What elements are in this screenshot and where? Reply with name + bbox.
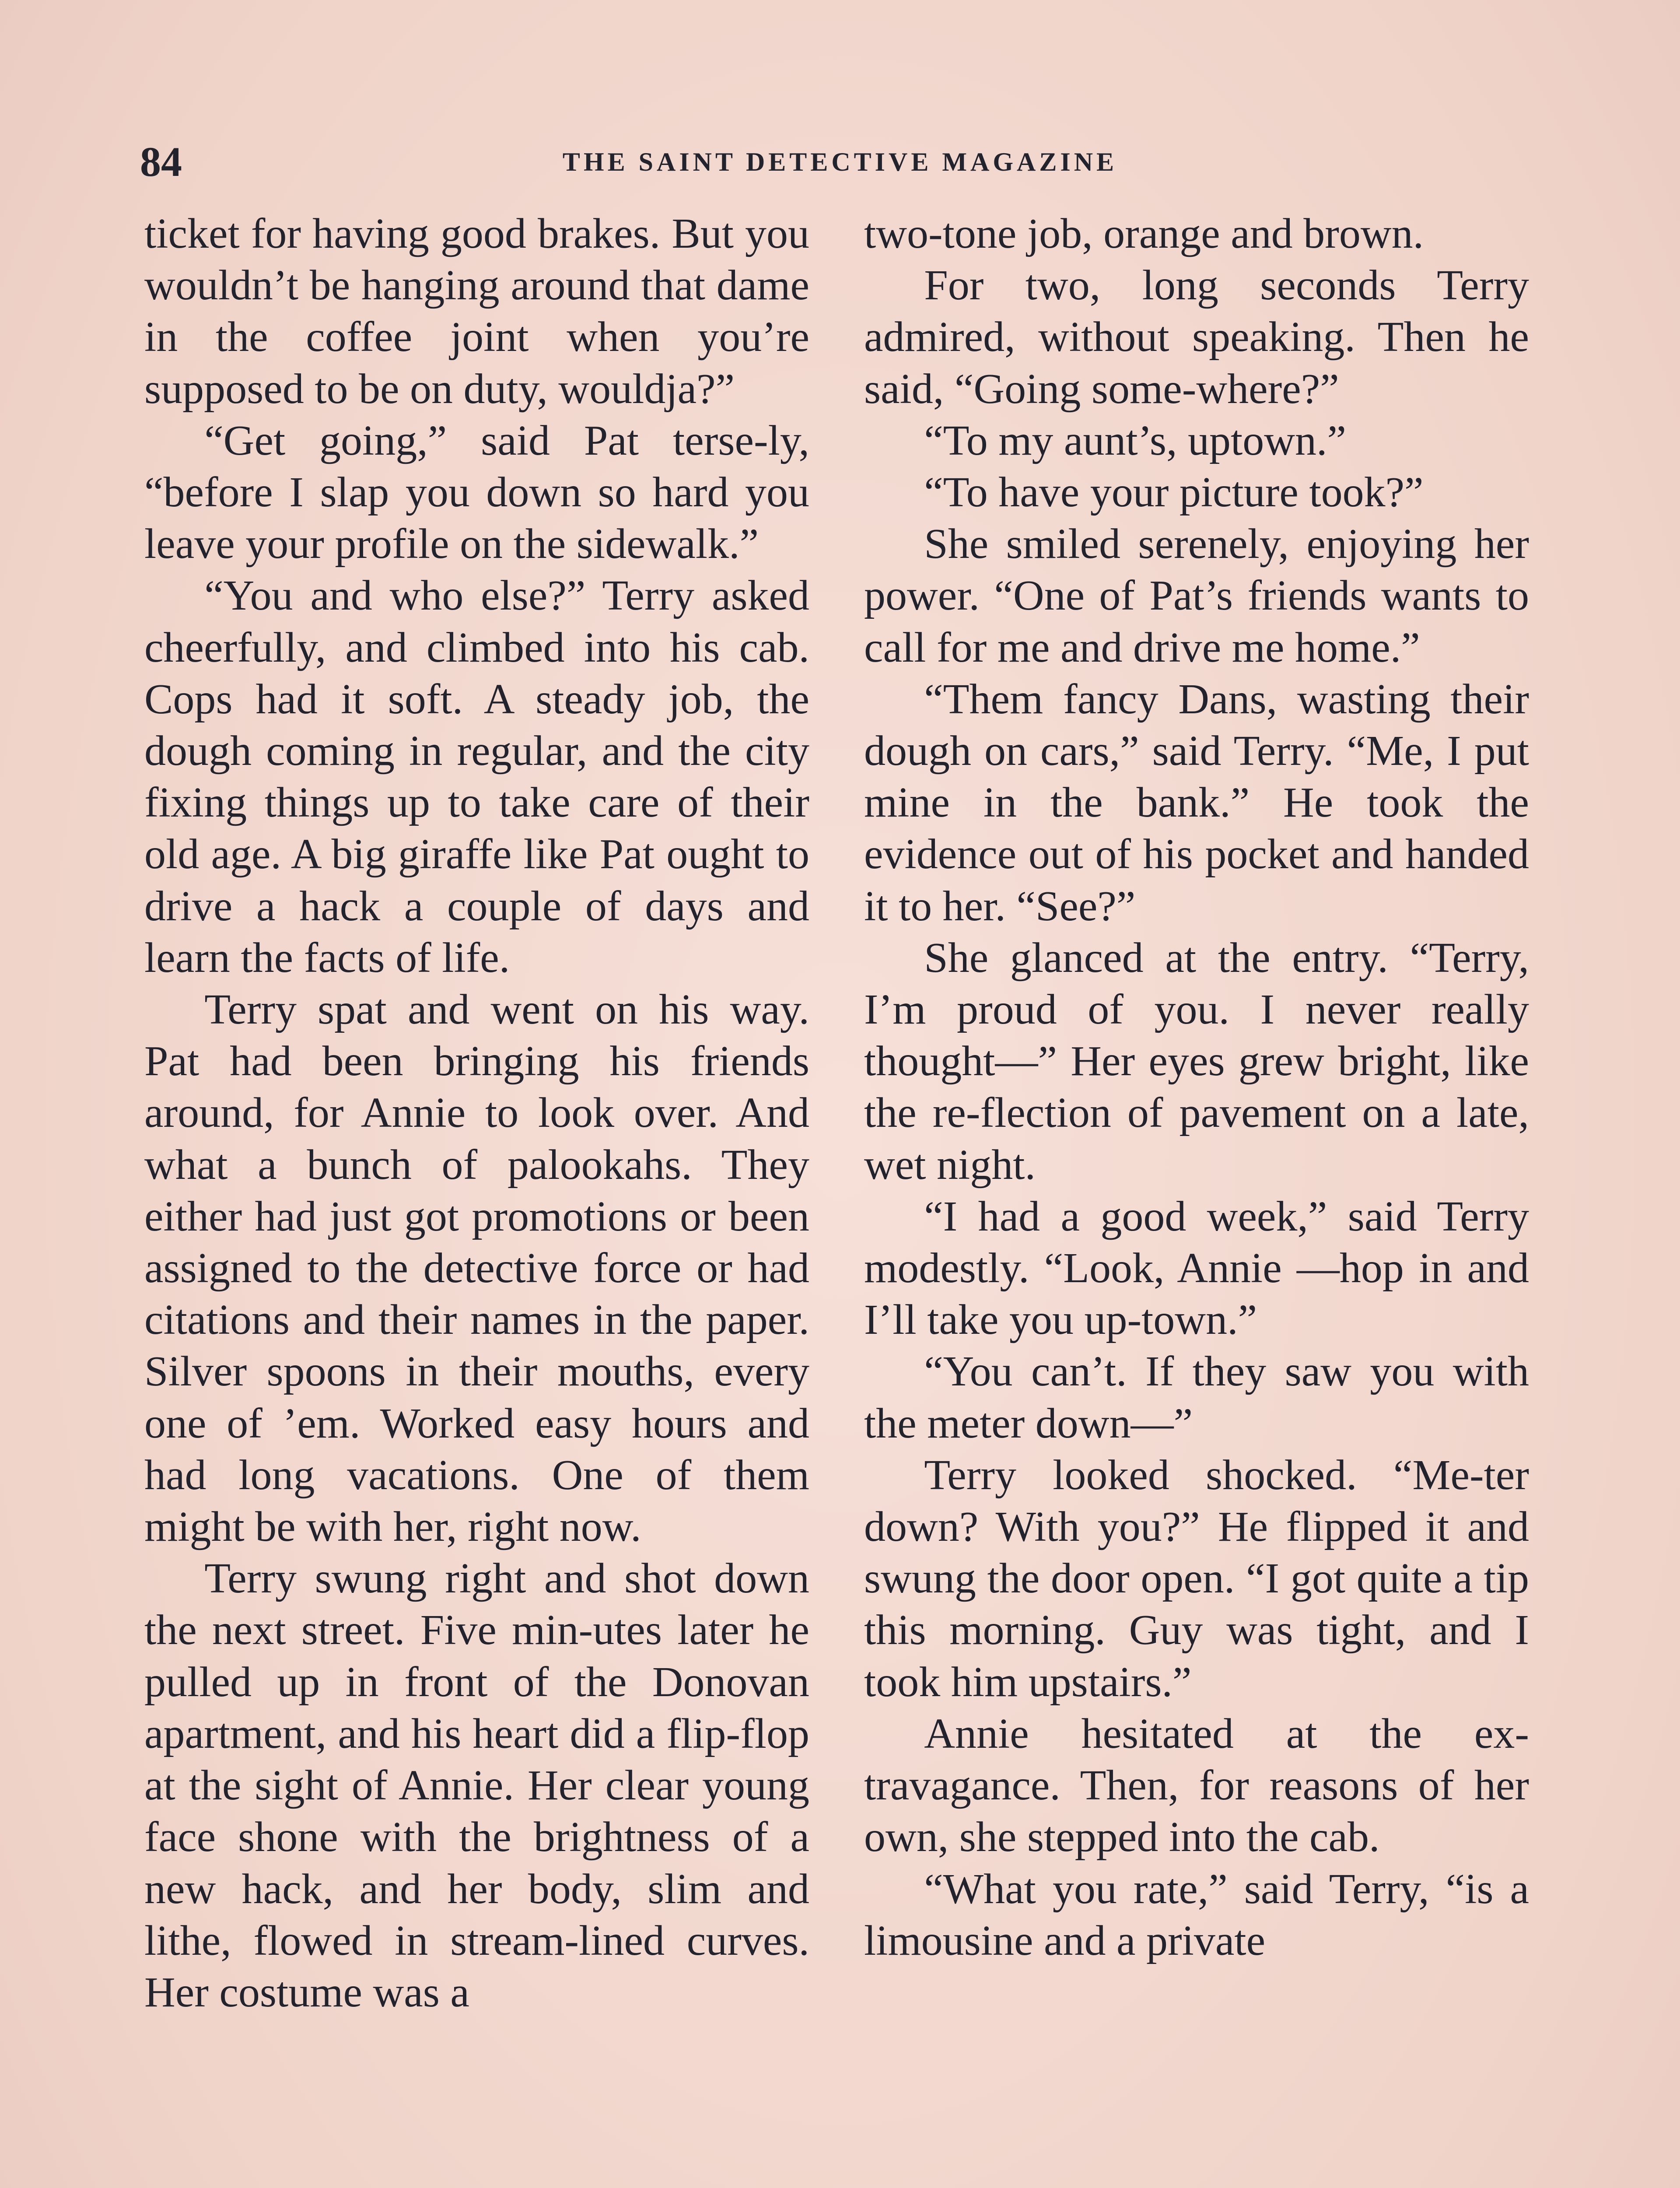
paragraph: Terry looked shocked. “Me-ter down? With you?” He flipped it and swung the door open. “I got quite a tip this morning. Guy was tight, and I took him upstairs.” <box>864 1451 1529 1706</box>
paragraph: two-tone job, orange and brown. <box>864 210 1424 257</box>
paragraph: Terry spat and went on his way. Pat had been bringing his friends around, for Annie to look over. And what a bunch of palookahs. They either had just got promotions or been assigned to the detective force or had citations and their names in the paper. Silver spoons in their mouths, every one of ’em. Worked easy hours and had long vacations. One of them might be with her, right now. <box>144 986 809 1551</box>
paragraph: She glanced at the entry. “Terry, I’m proud of you. I never really thought—” Her eyes grew bright, like the re-flection of pavement on a late, wet night. <box>864 934 1529 1189</box>
paragraph: Annie hesitated at the ex-travagance. Then, for reasons of her own, she stepped into the cab. <box>864 1710 1529 1861</box>
paragraph: Terry swung right and shot down the next street. Five min-utes later he pulled up in front of the Donovan apartment, and his heart did a flip-flop at the sight of Annie. Her clear young face shone with the brightness of a new hack, and her body, slim and lithe, flowed in stream-lined curves. Her costume was a <box>144 1555 809 2016</box>
paragraph: “Get going,” said Pat terse-ly, “before I slap you down so hard you leave your profile on the sidewalk.” <box>144 417 809 568</box>
paragraph: “What you rate,” said Terry, “is a limousine and a private <box>864 1865 1529 1964</box>
paragraph: “Them fancy Dans, wasting their dough on cars,” said Terry. “Me, I put mine in the bank.” He took the evidence out of his pocket and handed it to her. “See?” <box>864 675 1529 930</box>
paragraph: “You and who else?” Terry asked cheerfully, and climbed into his cab. Cops had it soft. A steady job, the dough coming in regular, and the city fixing things up to take care of their old age. A big giraffe like Pat ought to drive a hack a couple of days and learn the facts of life. <box>144 572 809 982</box>
paragraph: “You can’t. If they saw you with the meter down—” <box>864 1348 1529 1447</box>
paragraph: “To my aunt’s, uptown.” <box>924 417 1347 464</box>
running-head: THE SAINT DETECTIVE MAGAZINE <box>562 147 1118 176</box>
page-header <box>140 131 1540 193</box>
left-column <box>144 208 809 2018</box>
paragraph: “To have your picture took?” <box>924 469 1424 516</box>
paragraph: “I had a good week,” said Terry modestly. “Look, Annie —hop in and I’ll take you up-town.” <box>864 1192 1529 1344</box>
paragraph: For two, long seconds Terry admired, without speaking. Then he said, “Going some-where?” <box>864 262 1529 413</box>
right-column <box>864 208 1529 1967</box>
paragraph: She smiled serenely, enjoying her power. “One of Pat’s friends wants to call for me and drive me home.” <box>864 520 1529 671</box>
page-number: 84 <box>140 138 182 185</box>
paragraph: ticket for having good brakes. But you wouldn’t be hanging around that dame in the coffee joint when you’re supposed to be on duty, wouldja?” <box>144 210 809 413</box>
